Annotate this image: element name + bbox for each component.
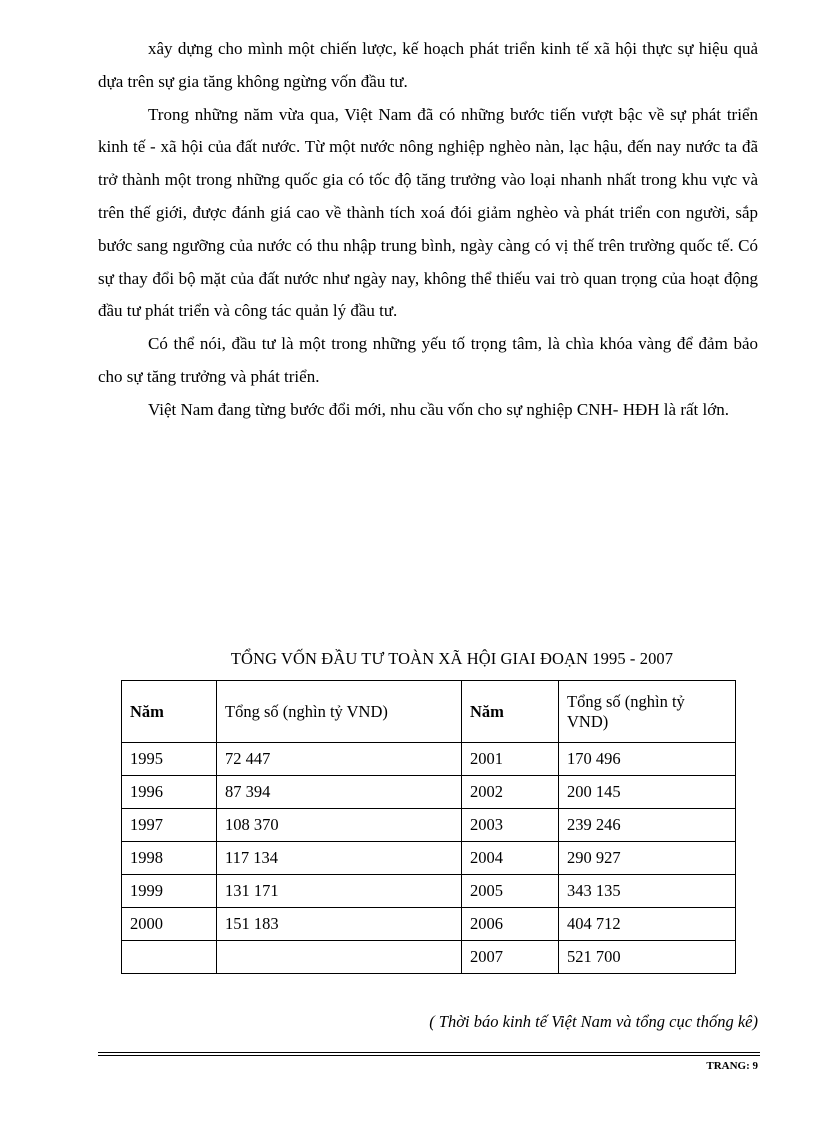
year-cell: 1999 (122, 875, 217, 908)
year-cell: 2004 (462, 842, 559, 875)
header-year-left: Năm (122, 681, 217, 743)
total-cell: 404 712 (559, 908, 736, 941)
table-row (122, 875, 736, 908)
total-cell: 87 394 (217, 776, 462, 809)
paragraph-2: Trong những năm vừa qua, Việt Nam đã có những bước tiến vượt bậc về sự phát triển kinh tế - xã hội của đất nước. Từ một nước nông nghiệp nghèo nàn, lạc hậu, đến nay nước ta đã trở thành một trong những quốc gia có tốc độ tăng trưởng vào loại nhanh nhất trong khu vực và trên thế giới, được đánh giá cao về thành tích xoá đói giảm nghèo và phát triển con người, sắp bước sang ngưỡng của nước có thu nhập trung bình, ngày càng có vị thế trên trường quốc tế. Có sự thay đổi bộ mặt của đất nước như ngày nay, không thể thiếu vai trò quan trọng của hoạt động đầu tư phát triển và công tác quản lý đầu tư. (98, 104, 758, 321)
total-cell: 131 171 (217, 875, 462, 908)
page-number: TRANG: 9 (706, 1060, 758, 1072)
year-cell: 2006 (462, 908, 559, 941)
table-row (122, 809, 736, 842)
table-row (122, 941, 736, 974)
total-cell (217, 941, 462, 974)
total-cell: 72 447 (217, 743, 462, 776)
source-citation: ( Thời báo kinh tế Việt Nam và tổng cục thống kê) (429, 1012, 758, 1031)
total-cell: 170 496 (559, 743, 736, 776)
table-row (122, 776, 736, 809)
header-total-left: Tổng số (nghìn tỷ VND) (217, 681, 462, 743)
total-cell: 239 246 (559, 809, 736, 842)
year-cell: 1998 (122, 842, 217, 875)
total-cell: 343 135 (559, 875, 736, 908)
year-cell: 1996 (122, 776, 217, 809)
table-title: TỔNG VỐN ĐẦU TƯ TOÀN XÃ HỘI GIAI ĐOẠN 1995 - 2007 (230, 649, 674, 668)
total-cell: 117 134 (217, 842, 462, 875)
year-cell (122, 941, 217, 974)
total-cell: 200 145 (559, 776, 736, 809)
year-cell: 1995 (122, 743, 217, 776)
year-cell: 2000 (122, 908, 217, 941)
footer-rule-top (98, 1052, 760, 1053)
table-row (122, 842, 736, 875)
year-cell: 2002 (462, 776, 559, 809)
year-cell: 1997 (122, 809, 217, 842)
total-cell: 521 700 (559, 941, 736, 974)
paragraph-4: Việt Nam đang từng bước đổi mới, nhu cầu vốn cho sự nghiệp CNH- HĐH là rất lớn. (148, 399, 729, 419)
total-cell: 108 370 (217, 809, 462, 842)
paragraph-3: Có thể nói, đầu tư là một trong những yếu tố trọng tâm, là chìa khóa vàng để đảm bảo cho sự tăng trưởng và phát triển. (98, 334, 758, 386)
year-cell: 2001 (462, 743, 559, 776)
table-row (122, 743, 736, 776)
body-text (98, 33, 758, 427)
year-cell: 2003 (462, 809, 559, 842)
table-row (122, 908, 736, 941)
total-cell: 151 183 (217, 908, 462, 941)
paragraph-1: xây dựng cho mình một chiến lược, kế hoạch phát triển kinh tế xã hội thực sự hiệu quả dựa trên sự gia tăng không ngừng vốn đầu tư. (98, 39, 758, 91)
header-total-right: Tổng số (nghìn tỷ VND) (559, 681, 736, 743)
footer-rule-bottom (98, 1055, 760, 1056)
total-cell: 290 927 (559, 842, 736, 875)
investment-table (121, 680, 736, 974)
year-cell: 2007 (462, 941, 559, 974)
table-header-row (122, 681, 736, 743)
header-year-right: Năm (462, 681, 559, 743)
year-cell: 2005 (462, 875, 559, 908)
